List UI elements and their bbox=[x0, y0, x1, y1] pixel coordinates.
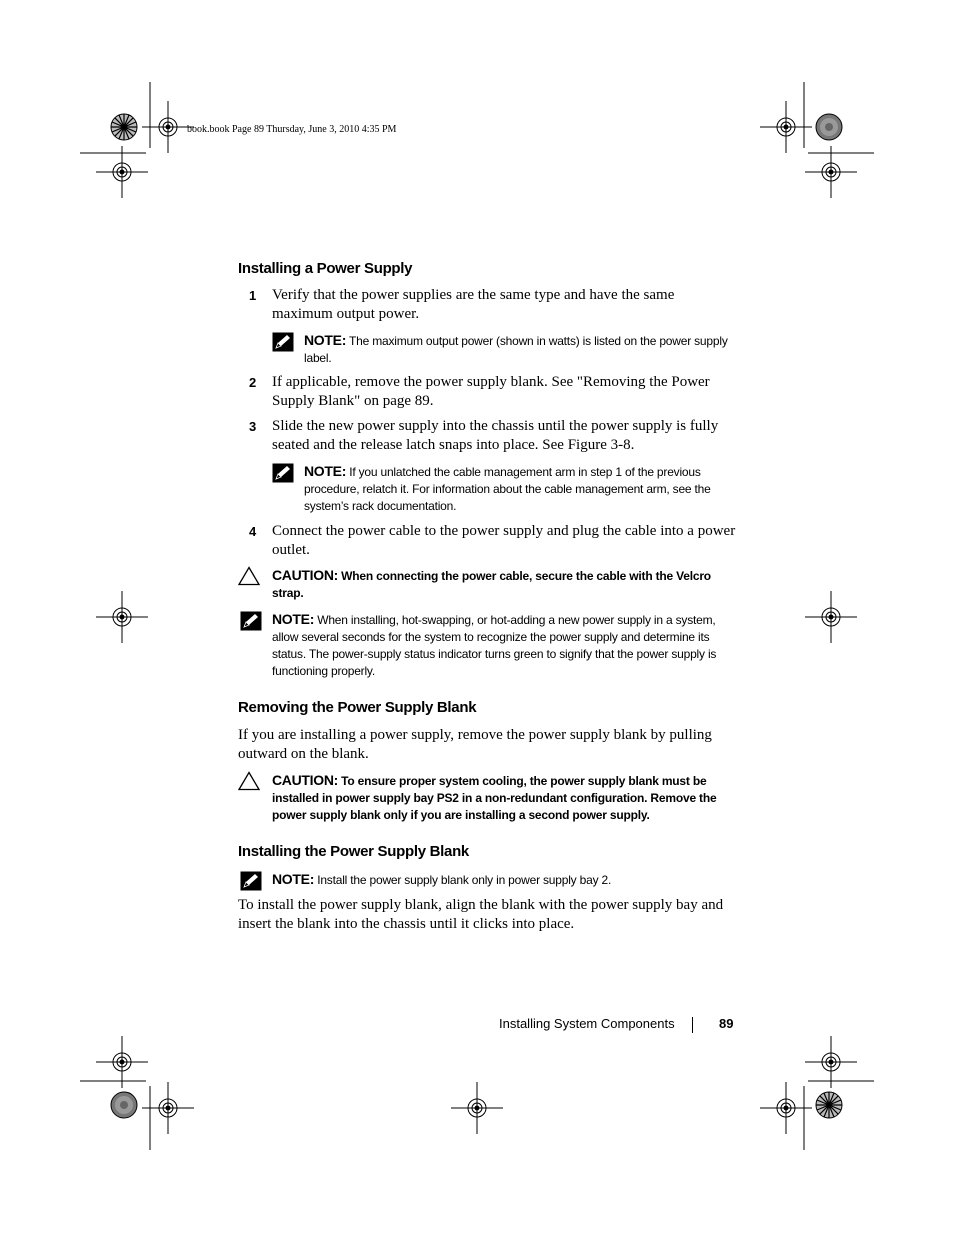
note-text: Install the power supply blank only in power supply bay 2. bbox=[314, 873, 612, 887]
note-text: When installing, hot-swapping, or hot-adding a new power supply in a system, allow several seconds for the system to recognize the power supply and determine its status. The power-supply status indicator turns green to signify that the power supply is functioning properly. bbox=[272, 613, 717, 678]
caution-label: CAUTION: bbox=[272, 567, 339, 583]
note-text: If you unlatched the cable management arm in step 1 of the previous procedure, relatch it. For information about the cable management arm, see the system’s rack documentation. bbox=[304, 465, 711, 513]
note-pencil-icon bbox=[272, 463, 294, 483]
paragraph-removing-blank: If you are installing a power supply, remove the power supply blank by pulling outward on the blank. bbox=[238, 727, 712, 762]
caution-label: CAUTION: bbox=[272, 772, 339, 788]
note-label: NOTE: bbox=[304, 332, 347, 348]
caution-velcro bbox=[272, 567, 738, 602]
note-max-output bbox=[304, 332, 738, 367]
print-slug: book.book Page 89 Thursday, June 3, 2010 4:35 PM bbox=[187, 124, 397, 135]
caution-text: When connecting the power cable, secure the cable with the Velcro strap. bbox=[272, 569, 711, 600]
step-text: Slide the new power supply into the chassis until the power supply is fully seated and the release latch snaps into place. See Figure 3-8. bbox=[272, 418, 719, 453]
note-pencil-icon bbox=[240, 871, 262, 891]
step-number: 3 bbox=[249, 419, 257, 434]
step-number: 2 bbox=[249, 375, 257, 390]
section-title-installing-power-supply: Installing a Power Supply bbox=[238, 260, 413, 277]
section-title-removing-blank: Removing the Power Supply Blank bbox=[238, 699, 477, 716]
paragraph-installing-blank: To install the power supply blank, align the blank with the power supply bay and insert the blank into the chassis until it clicks into place. bbox=[238, 897, 724, 932]
footer-separator bbox=[692, 1017, 693, 1033]
caution-cooling bbox=[272, 772, 738, 824]
note-text: The maximum output power (shown in watts) is listed on the power supply label. bbox=[304, 334, 728, 365]
page-number: 89 bbox=[719, 1016, 734, 1031]
step-number: 1 bbox=[249, 288, 257, 303]
caution-triangle-icon bbox=[238, 566, 260, 586]
step-text: If applicable, remove the power supply blank. See "Removing the Power Supply Blank" on page 89. bbox=[272, 374, 710, 409]
step-number: 4 bbox=[249, 524, 257, 539]
note-cable-management bbox=[304, 463, 738, 515]
note-label: NOTE: bbox=[272, 611, 315, 627]
step-text: Verify that the power supplies are the same type and have the same maximum output power. bbox=[272, 287, 675, 322]
note-bay-2 bbox=[272, 871, 738, 889]
note-pencil-icon bbox=[272, 332, 294, 352]
caution-text: To ensure proper system cooling, the power supply blank must be installed in power supply bay PS2 in a non-redundant configuration. Remove the power supply blank only if you are installing a second power supply. bbox=[272, 774, 717, 822]
note-label: NOTE: bbox=[304, 463, 347, 479]
footer-section-name: Installing System Components bbox=[499, 1016, 675, 1031]
caution-triangle-icon bbox=[238, 771, 260, 791]
step-text: Connect the power cable to the power supply and plug the cable into a power outlet. bbox=[272, 523, 736, 558]
note-label: NOTE: bbox=[272, 871, 315, 887]
section-title-installing-blank: Installing the Power Supply Blank bbox=[238, 843, 469, 860]
note-hot-swap bbox=[272, 611, 738, 680]
note-pencil-icon bbox=[240, 611, 262, 631]
